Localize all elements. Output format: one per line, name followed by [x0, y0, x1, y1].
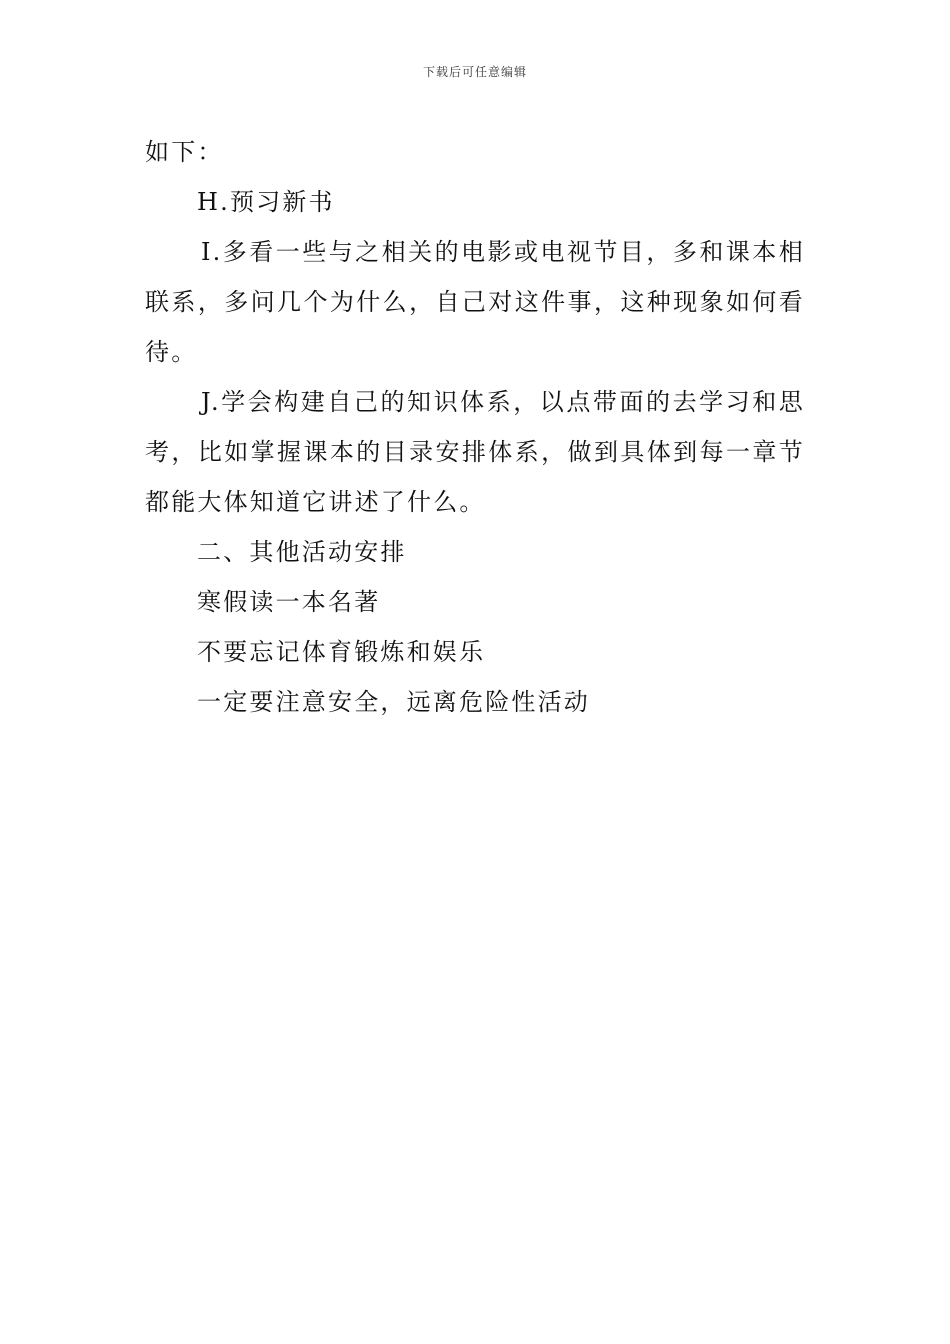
paragraph-reading: 寒假读一本名著	[197, 588, 381, 616]
paragraph-item-j: J.学会构建自己的知识体系，以点带面的去学习和思考，比如掌握课本的目录安排体系，做到具体到每一章节都能大体知道它讲述了什么。	[145, 388, 805, 516]
paragraph-intro: 如下：	[145, 138, 224, 166]
paragraph-exercise: 不要忘记体育锻炼和娱乐	[197, 638, 486, 666]
page-header: 下载后可任意编辑	[422, 65, 527, 79]
paragraph-item-h: H.预习新书	[197, 188, 335, 216]
document-body	[145, 127, 805, 727]
paragraph-item-i: I.多看一些与之相关的电影或电视节目，多和课本相联系，多问几个为什么，自己对这件事，这种现象如何看待。	[145, 238, 805, 366]
paragraph-safety: 一定要注意安全，远离危险性活动	[197, 688, 590, 716]
section-heading-other-activities: 二、其他活动安排	[197, 538, 407, 566]
